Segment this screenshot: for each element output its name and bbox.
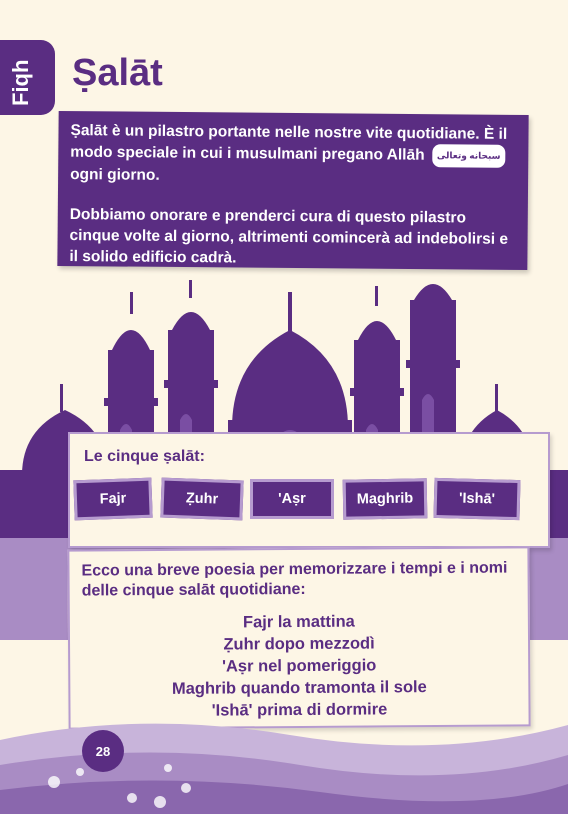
prayer-isha: 'Ishā' [433,478,520,520]
poem-lines [70,609,529,722]
poem-line: Maghrib quando tramonta il sole [171,678,427,698]
poem-line: 'Aṣr nel pomeriggio [221,656,377,676]
page-number: 28 [82,730,124,772]
section-tab [0,40,55,115]
poem-intro: Ecco una breve poesia per memorizzare i tempi e i nomi delle cinque salāt quotidiane: [81,559,508,600]
poem-line: Ẓuhr dopo mezzodì [223,634,375,654]
intro-paragraph-2: Dobbiamo onorare e prenderci cura di questo pilastro cinque volte al giorno, altrimenti comincerà ad indebolirsi e il solido edificio cadrà. [69,206,509,267]
five-prayers-title: Le cinque ṣalāt: [84,448,205,465]
prayer-asr: 'Aṣr [250,479,334,519]
page-title: Ṣalāt [72,52,163,94]
poem-box [67,546,530,729]
five-prayers-panel [68,432,550,548]
prayer-zuhr: Ẓuhr [160,478,243,521]
section-tab-label: Fiqh [8,59,33,106]
intro-box [57,111,528,270]
poem-line: 'Ishā' prima di dormire [211,700,388,720]
intro-paragraph-1 [70,120,521,189]
intro-text-b: ogni giorno. [70,166,160,184]
poem-line: Fajr la mattina [242,612,355,632]
prayer-fajr: Fajr [73,478,152,521]
prayer-maghrib: Maghrib [343,478,428,519]
honorific-badge: سبحانه وتعالى [432,144,506,168]
intro-text-a: Ṣalāt è un pilastro portante nelle nostre vite quotidiane. È il modo speciale in cui i musulmani pregano Allāh [70,122,508,164]
